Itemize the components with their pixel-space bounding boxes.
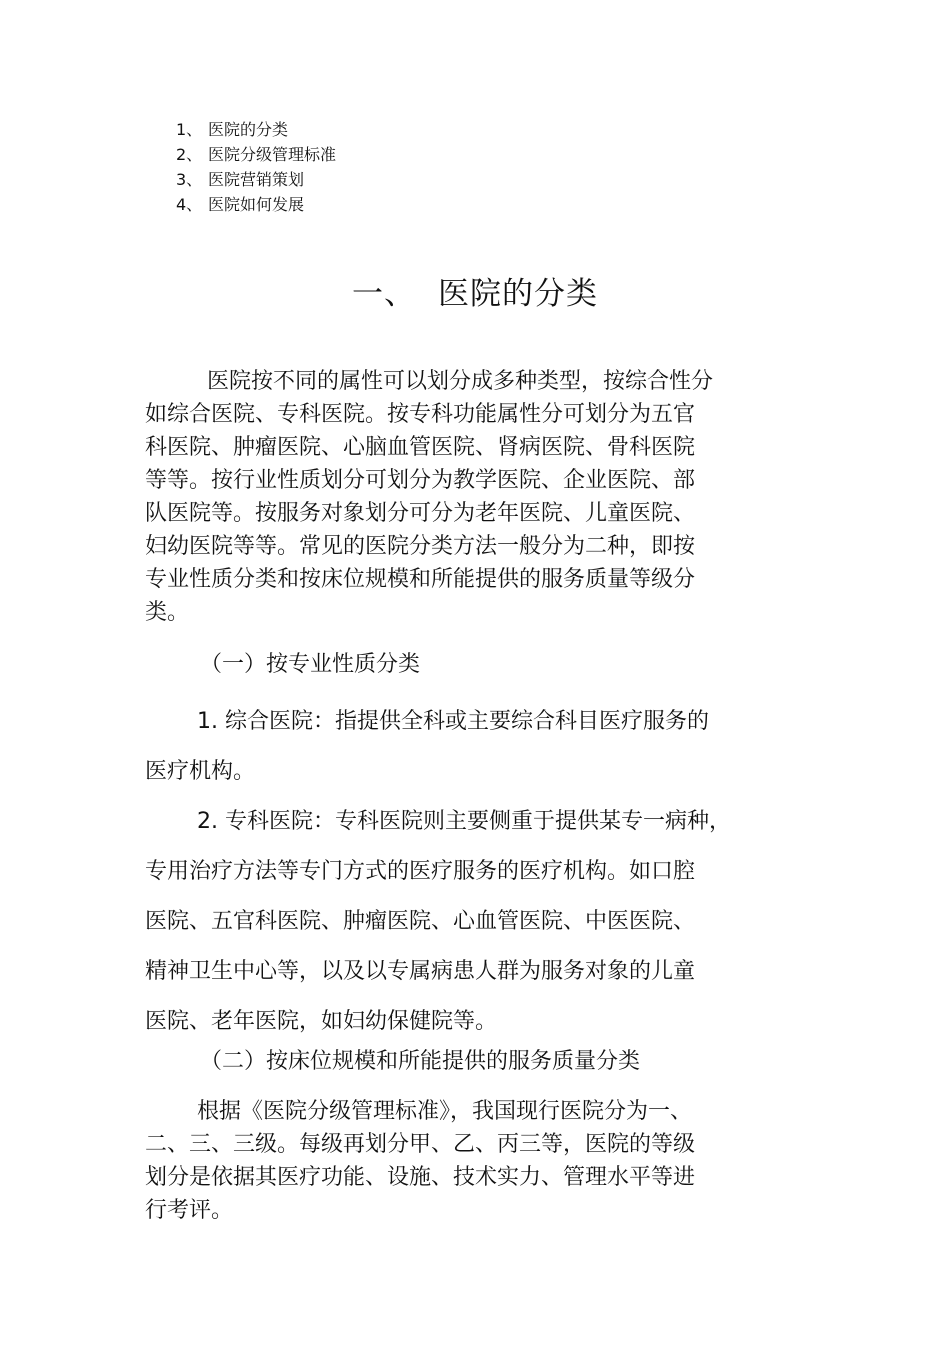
paragraph-line: 根据《医院分级管理标准》，我国现行医院分为一、 [197,1099,693,1124]
paragraph-line: 专业性质分类和按床位规模和所能提供的服务质量等级分 [145,567,696,592]
paragraph-line: 二、三、三级。每级再划分甲、乙、丙三等，医院的等级 [145,1132,696,1157]
toc-item-text: 医院营销策划 [208,170,305,189]
intro-paragraph [145,365,745,629]
paragraph-line: 2. 专科医院：专科医院则主要侧重于提供某专一病种， [197,809,731,834]
paragraph-line: 医院、五官科医院、肿瘤医院、心血管医院、中医医院、 [145,909,696,934]
toc-item-number: 2、 [176,145,203,164]
paragraph-line: 医院按不同的属性可以划分成多种类型，按综合性分 [207,369,714,394]
toc-item-text: 医院如何发展 [208,195,305,214]
paragraph-line: 精神卫生中心等，以及以专属病患人群为服务对象的儿童 [145,959,696,984]
toc-item [176,167,336,192]
paragraph-line: 等等。按行业性质划分可划分为教学医院、企业医院、部 [145,468,696,493]
paragraph-line: 划分是依据其医疗功能、设施、技术实力、管理水平等进 [145,1165,696,1190]
toc-item-number: 4、 [176,195,203,214]
section-heading-2: （二）按床位规模和所能提供的服务质量分类 [200,1049,641,1074]
section-heading-1: （一）按专业性质分类 [200,652,421,677]
toc-item-text: 医院分级管理标准 [208,145,337,164]
paragraph-line: 妇幼医院等等。常见的医院分类方法一般分为二种，即按 [145,534,696,559]
paragraph-line: 科医院、肿瘤医院、心脑血管医院、肾病医院、骨科医院 [145,435,696,460]
chapter-heading-title: 医院的分类 [438,276,598,312]
paragraph-line: 医疗机构。 [145,759,256,784]
toc-item-number: 1、 [176,120,203,139]
paragraph-line: 医院、老年医院，如妇幼保健院等。 [145,1009,498,1034]
paragraph-line: 如综合医院、专科医院。按专科功能属性分可划分为五官 [145,402,696,427]
toc-item [176,192,336,217]
toc-item [176,117,336,142]
paragraph-line: 队医院等。按服务对象划分可分为老年医院、儿童医院、 [145,501,696,526]
toc-item [176,142,336,167]
table-of-contents [176,117,336,217]
toc-item-text: 医院的分类 [208,120,289,139]
chapter-heading [0,272,950,316]
item-specialty-hospital [145,797,745,1047]
toc-item-number: 3、 [176,170,203,189]
paragraph-line: 1. 综合医院：指提供全科或主要综合科目医疗服务的 [197,709,709,734]
paragraph-line: 专用治疗方法等专门方式的医疗服务的医疗机构。如口腔 [145,859,696,884]
paragraph-line: 行考评。 [145,1198,234,1223]
paragraph-line: 类。 [145,600,190,625]
chapter-heading-number: 一、 [352,276,416,312]
closing-paragraph [145,1095,745,1227]
item-comprehensive-hospital [145,697,745,797]
